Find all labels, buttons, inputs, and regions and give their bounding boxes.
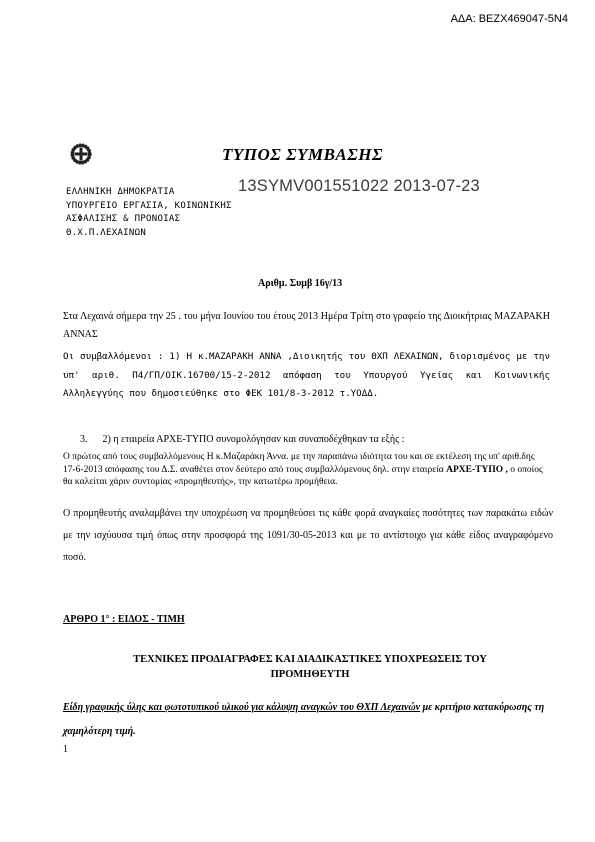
org-line: Θ.Χ.Π.ΛΕΧΑΙΝΩΝ bbox=[66, 227, 147, 238]
document-title: ΤΥΠΟΣ ΣΥΜΒΑΣΗΣ bbox=[222, 145, 384, 164]
article-heading: ΑΡΘΡΟ 1° : ΕΙΔΟΣ - ΤΙΜΗ bbox=[63, 614, 185, 625]
company-name: ΑΡΧΕ-ΤΥΠΟ , bbox=[446, 464, 508, 475]
organization-block bbox=[66, 186, 232, 240]
contract-number: Αριθμ. Συμβ 16γ/13 bbox=[258, 278, 343, 289]
parties-paragraph: Οι συμβαλλόμενοι : 1) Η κ.ΜΑΖΑΡΑΚΗ ΑΝΝΑ ,Διοικητής του ΘΧΠ ΛΕΧΑΙΝΩΝ, διορισμένος με την υπ' αριθ. Π4/ΓΠ/ΟΙΚ.16700/15-2-2012 απόφαση του Υπουργού Υγείας και Κοινωνικής Αλληλεγγύης που δημοσιεύθηκε στο ΦΕΚ 101/8-3-2012 τ.ΥΟΔΔ. bbox=[63, 351, 550, 399]
org-line: ΑΣΦΑΛΙΣΗΣ & ΠΡΟΝΟΙΑΣ bbox=[66, 214, 181, 224]
items-criterion: με κριτήριο κατακύρωσης τη χαμηλότερη τιμή. bbox=[63, 702, 545, 737]
assignment-text: Ο πρώτος από τους συμβαλλόμενους Η κ.Μαζαράκη Άννα. με την παραπάνω ιδιότητα του και σε εκτέλεση της υπ' αριθ.δης 17-6-2013 απόφασης του Δ.Σ. αναθέτει στον δεύτερο από τους συμβαλλόμενους δηλ. στην εταιρεία bbox=[63, 452, 535, 475]
assignment-text-end: ο οποίος θα καλείται χάριν συντομίας «προμηθευτής», την κατωτέρω προμήθεια. bbox=[63, 464, 543, 487]
intro-paragraph: Στα Λεχαινά σήμερα την 25 . του μήνα Ιουνίου του έτους 2013 Ημέρα Τρίτη στο γραφείο της Διοικήτριας ΜΑΖΑΡΑΚΗ ΑΝΝΑΣ bbox=[63, 311, 550, 340]
item-number: 3. bbox=[80, 434, 88, 445]
org-line: ΥΠΟΥΡΓΕΙΟ ΕΡΓΑΣΙΑ, ΚΟΙΝΩΝΙΚΗΣ bbox=[66, 200, 232, 211]
assignment-paragraph bbox=[63, 451, 543, 489]
org-line: ΕΛΛΗΝΙΚΗ ΔΗΜΟΚΡΑΤΙΑ bbox=[66, 187, 175, 197]
items-underlined: Είδη γραφικής ύλης και φωτοτυπικού υλικού για κάλυψη αναγκών του ΘΧΠ Λεχαινών bbox=[63, 702, 421, 713]
second-party-text: 2) η εταιρεία ΑΡΧΕ-ΤΥΠΟ συνομολόγησαν και συναποδέχθηκαν τα εξής : bbox=[102, 434, 405, 445]
ada-code: ΑΔΑ: ΒΕΖΧ469047-5Ν4 bbox=[450, 13, 568, 25]
specifications-heading: ΤΕΧΝΙΚΕΣ ΠΡΟΔΙΑΓΡΑΦΕΣ ΚΑΙ ΔΙΑΔΙΚΑΣΤΙΚΕΣ ΥΠΟΧΡΕΩΣΕΙΣ ΤΟΥ ΠΡΟΜΗΘΕΥΤΗ bbox=[133, 654, 487, 680]
page-number: 1 bbox=[63, 744, 68, 755]
registry-stamp: 13SYMV001551022 2013-07-23 bbox=[238, 177, 480, 195]
second-party-line bbox=[80, 434, 404, 445]
supplier-obligation-paragraph: Ο προμηθευτής αναλαμβάνει την υποχρέωση να προμηθεύσει τις κάθε φορά αναγκαίες ποσότητες των παρακάτω ειδών με την ισχύουσα τιμή όπως στην προσφορά της 1091/30-05-2013 και με το αντίστοιχο για κάθε είδος αναγραφόμενο ποσό. bbox=[63, 508, 553, 563]
greek-emblem-icon bbox=[70, 143, 92, 165]
items-description bbox=[63, 696, 553, 744]
